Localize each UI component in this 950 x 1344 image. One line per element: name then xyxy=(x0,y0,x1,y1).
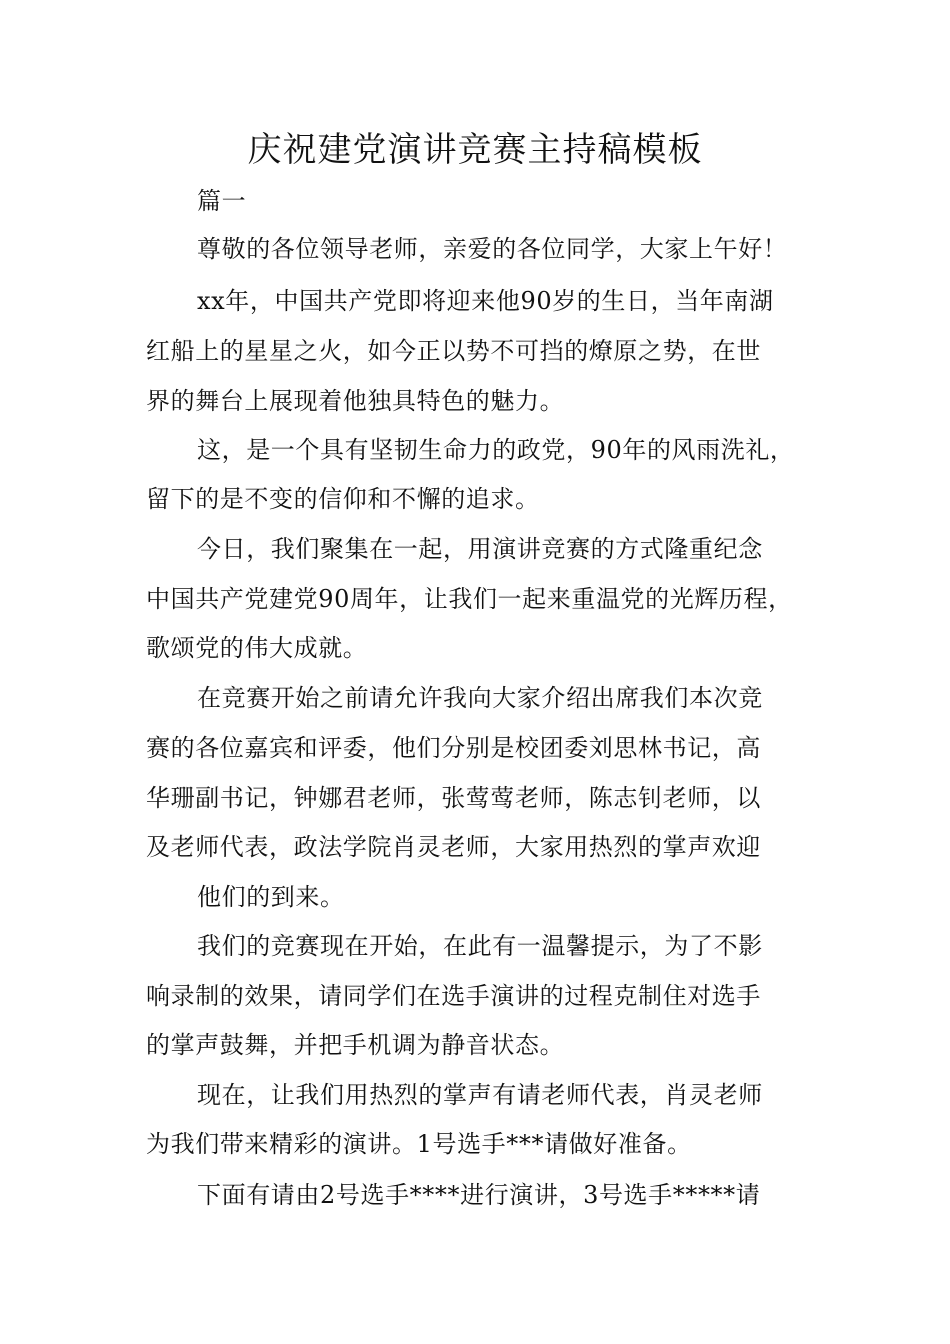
paragraph-line: 下面有请由2号选手****进行演讲，3号选手*****请 xyxy=(197,1181,761,1209)
paragraph-line: 歌颂党的伟大成就。 xyxy=(146,634,368,662)
paragraph-line: xx年，中国共产党即将迎来他90岁的生日，当年南湖 xyxy=(197,287,774,315)
paragraph-line: 中国共产党建党90周年，让我们一起来重温党的光辉历程， xyxy=(146,585,793,613)
paragraph-line: 响录制的效果，请同学们在选手演讲的过程克制住对选手 xyxy=(146,982,761,1010)
paragraph-line: 的掌声鼓舞，并把手机调为静音状态。 xyxy=(146,1031,565,1059)
paragraph-line: 我们的竞赛现在开始，在此有一温馨提示，为了不影 xyxy=(197,932,763,960)
section-heading: 篇一 xyxy=(197,187,247,215)
document-title: 庆祝建党演讲竞赛主持稿模板 xyxy=(247,130,703,170)
paragraph-line: 华珊副书记，钟娜君老师，张莺莺老师，陈志钊老师，以 xyxy=(146,784,761,812)
paragraph-line: 他们的到来。 xyxy=(197,883,345,911)
paragraph-line: 为我们带来精彩的演讲。1号选手***请做好准备。 xyxy=(146,1130,692,1158)
paragraph-line: 及老师代表，政法学院肖灵老师，大家用热烈的掌声欢迎 xyxy=(146,833,761,861)
paragraph-line: 在竞赛开始之前请允许我向大家介绍出席我们本次竞 xyxy=(197,684,763,712)
paragraph-line: 今日，我们聚集在一起，用演讲竞赛的方式隆重纪念 xyxy=(197,535,763,563)
paragraph-line: 留下的是不变的信仰和不懈的追求。 xyxy=(146,485,540,513)
paragraph-line: 界的舞台上展现着他独具特色的魅力。 xyxy=(146,387,565,415)
paragraph-line: 尊敬的各位领导老师，亲爱的各位同学，大家上午好！ xyxy=(197,235,788,263)
paragraph-line: 赛的各位嘉宾和评委，他们分别是校团委刘思林书记，高 xyxy=(146,734,761,762)
paragraph-line: 红船上的星星之火，如今正以势不可挡的燎原之势，在世 xyxy=(146,337,761,365)
paragraph-line: 现在，让我们用热烈的掌声有请老师代表，肖灵老师 xyxy=(197,1081,763,1109)
paragraph-line: 这，是一个具有坚韧生命力的政党，90年的风雨洗礼， xyxy=(197,436,795,464)
